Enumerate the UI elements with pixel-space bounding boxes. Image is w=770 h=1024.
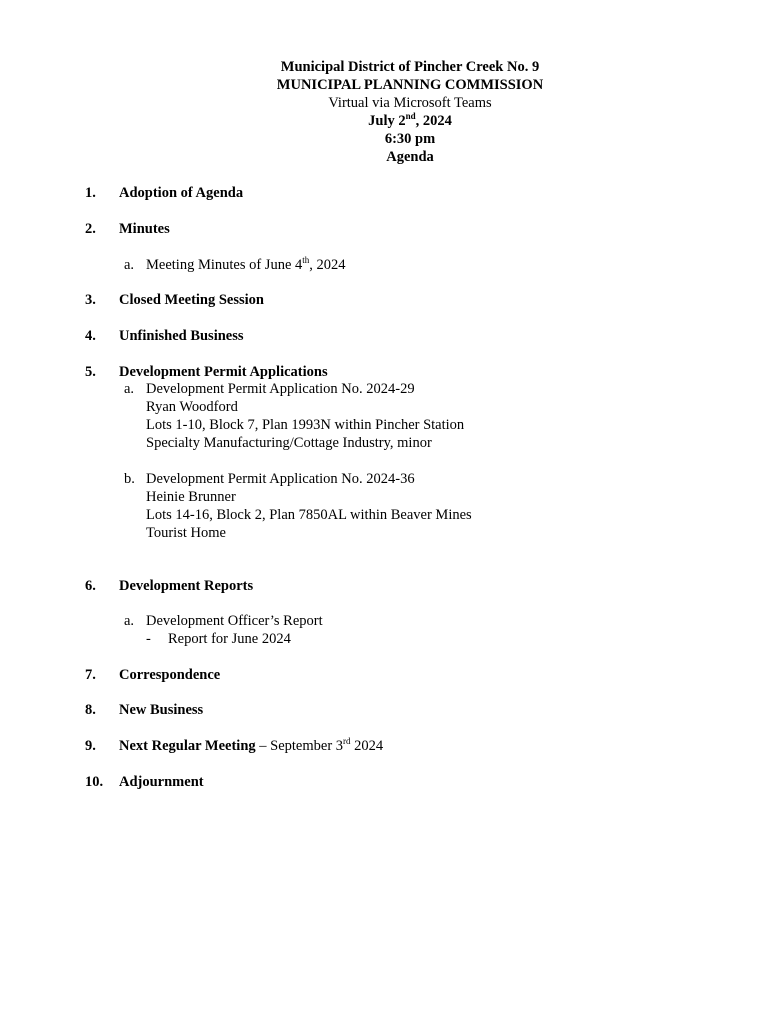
agenda-item-2 [85, 220, 170, 238]
item-number: 4. [85, 328, 96, 344]
minutes-subitem-a [124, 256, 346, 274]
agenda-item-3 [85, 291, 264, 309]
commission-name: MUNICIPAL PLANNING COMMISSION [276, 77, 544, 93]
subitem-letter: b. [124, 471, 135, 487]
item-title: New Business [119, 702, 204, 718]
document-header [0, 58, 770, 166]
item-number: 1. [85, 185, 96, 201]
report-period: Report for June 2024 [168, 631, 291, 647]
meeting-date: July 2nd, 2024 [368, 111, 452, 129]
item-title: Adoption of Agenda [119, 185, 244, 201]
property-location: Lots 1-10, Block 7, Plan 1993N within Pincher Station [146, 417, 465, 433]
agenda-item-9 [85, 737, 585, 755]
agenda-item-1 [85, 184, 243, 202]
permit-subitem-b [124, 470, 472, 542]
item-title: Minutes [119, 221, 170, 237]
organization-name: Municipal District of Pincher Creek No. 9 [280, 59, 540, 75]
item-number: 10. [85, 774, 104, 790]
subitem-text: Meeting Minutes of June 4th, 2024 [146, 255, 346, 273]
meeting-time: 6:30 pm [384, 131, 436, 147]
applicant-name: Heinie Brunner [146, 489, 236, 505]
item-title: Correspondence [119, 667, 221, 683]
item-number: 6. [85, 578, 96, 594]
permit-subitem-a [124, 380, 464, 452]
agenda-item-7 [85, 666, 220, 684]
item-title: Unfinished Business [119, 328, 244, 344]
report-bullet [146, 630, 524, 648]
agenda-item-6 [85, 577, 253, 595]
subitem-text: Development Officer’s Report [146, 613, 323, 629]
item-title: Adjournment [119, 774, 204, 790]
agenda-heading: Agenda [386, 149, 434, 165]
agenda-item-10 [85, 773, 204, 791]
item-title: Development Permit Applications [119, 364, 328, 380]
agenda-item-8 [85, 701, 203, 719]
item-title: Next Regular Meeting – September 3rd 2024 [119, 736, 384, 754]
item-number: 7. [85, 667, 96, 683]
applicant-name: Ryan Woodford [146, 399, 238, 415]
subitem-letter: a. [124, 381, 135, 397]
item-number: 8. [85, 702, 96, 718]
property-location: Lots 14-16, Block 2, Plan 7850AL within Beaver Mines [146, 507, 472, 523]
reports-subitem-a [124, 612, 524, 648]
bullet-dash: - [146, 631, 151, 647]
subitem-lines [146, 470, 472, 542]
next-meeting-date: – September 3rd 2024 [255, 736, 384, 754]
item-title: Closed Meeting Session [119, 292, 264, 308]
item-number: 5. [85, 364, 96, 380]
item-number: 2. [85, 221, 96, 237]
agenda-item-5 [85, 363, 328, 381]
permit-application-number: Development Permit Application No. 2024-36 [146, 471, 415, 487]
proposed-use: Specialty Manufacturing/Cottage Industry, minor [146, 435, 432, 451]
item-number: 3. [85, 292, 96, 308]
permit-application-number: Development Permit Application No. 2024-29 [146, 381, 415, 397]
meeting-venue: Virtual via Microsoft Teams [328, 95, 492, 111]
item-title: Development Reports [119, 578, 254, 594]
item-number: 9. [85, 738, 96, 754]
agenda-item-4 [85, 327, 244, 345]
subitem-letter: a. [124, 613, 135, 629]
subitem-lines [146, 380, 464, 452]
subitem-letter: a. [124, 257, 135, 273]
proposed-use: Tourist Home [146, 525, 226, 541]
